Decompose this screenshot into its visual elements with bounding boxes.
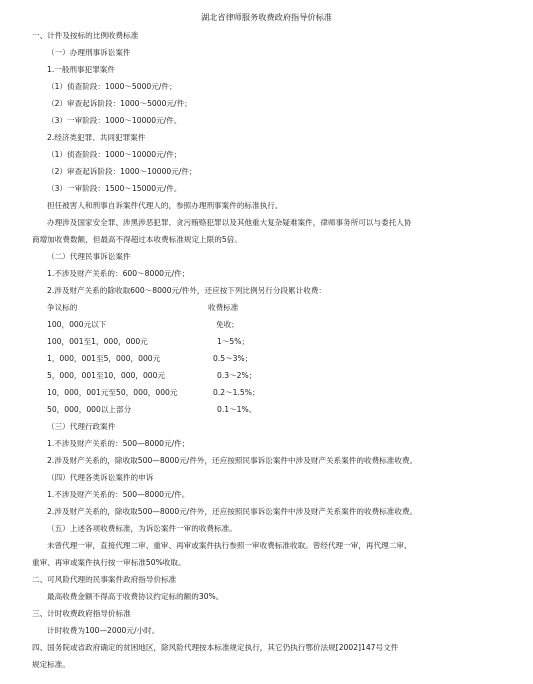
list-item: 1.不涉及财产关系的：500—8000元/件。 [47,490,190,499]
list-item: （1）侦查阶段：1000～5000元/件； [47,82,177,91]
table-cell-rate: 0.2～1.5%； [213,388,260,397]
section-heading: 一、计件及按标的比例收费标准 [32,31,139,40]
list-item: 1.不涉及财产关系的：600～8000元/件； [47,269,190,278]
list-item: （2）审查起诉阶段：1000～10000元/件； [47,167,197,176]
table-cell-subject: 100，001至1，000，000元 [47,337,148,346]
list-item: 2.涉及财产关系的，除收取500—8000元/件外，还应按照民事诉讼案件中涉及财产关系案件的收费标准收费。 [47,456,418,465]
table-header-rate: 收费标准 [208,303,239,312]
table-cell-rate: 1～5%； [217,337,250,346]
section-heading: 二、可风险代理的民事案件政府指导价标准 [32,575,177,584]
subsection-heading: （二）代理民事诉讼案件 [47,252,131,261]
paragraph: 商增加收费数额，但最高不得超过本收费标准规定上限的5倍。 [32,235,242,244]
table-cell-subject: 1，000，001至5，000，000元 [47,354,161,363]
table-cell-subject: 50，000，000以上部分 [47,405,132,414]
subsection-heading: （四）代理各类诉讼案件的申诉 [47,473,154,482]
subsection-heading: （一）办理刑事诉讼案件 [47,48,131,57]
table-cell-rate: 0.1～1%。 [217,405,257,414]
table-header-subject: 争议标的 [47,303,78,312]
list-item: （3）一审阶段：1000～10000元/件。 [47,116,182,125]
list-item: （1）侦查阶段：1000～10000元/件； [47,150,182,159]
paragraph: 计时收费为100—2000元/小时。 [47,626,160,635]
table-cell-rate: 0.5～3%； [213,354,253,363]
list-item: （3）一审阶段：1500～15000元/件。 [47,184,182,193]
section-heading: 四、国务院或省政府确定的贫困地区，除风险代理按本标准规定执行，其它仍执行鄂价法规[2002]147号文件 [32,643,399,652]
paragraph: 规定标准。 [32,660,70,669]
paragraph: 担任被害人和刑事自诉案件代理人的，参照办理刑事案件的标准执行。 [47,201,283,210]
paragraph: 重审、再审或案件执行按一审标准50%收取。 [32,558,186,567]
category-heading: 2.经济类犯罪、共同犯罪案件 [47,133,146,142]
table-cell-subject: 10，000，001元至50，000，000元 [47,388,178,397]
list-item: 2.涉及财产关系的，除收取500—8000元/件外，还应按照民事诉讼案件中涉及财产关系案件的收费标准收费。 [47,507,418,516]
list-item: （2）审查起诉阶段：1000～5000元/件； [47,99,192,108]
table-cell-rate: 免收； [216,320,239,329]
table-cell-subject: 5，000，001至10，000，000元 [47,371,166,380]
list-item: 2.涉及财产关系的除收取600～8000元/件外，还应按下列比例另行分段累计收费： [47,286,327,295]
list-item: 1.不涉及财产关系的：500—8000元/件； [47,439,190,448]
paragraph: 最高收费金额不得高于收费协议约定标的额的30%。 [47,592,224,601]
category-heading: 1.一般刑事犯罪案件 [47,65,115,74]
subsection-heading: （三）代理行政案件 [47,422,116,431]
section-heading: 三、计时收费政府指导价标准 [32,609,131,618]
table-cell-rate: 0.3～2%； [217,371,257,380]
paragraph: 未曾代理一审，直接代理二审、重审、再审或案件执行参照一审收费标准收取。曾经代理一审，再代理二审、 [47,541,412,550]
paragraph: 办理涉及国家安全罪、涉黑涉恶犯罪、贪污贿赂犯罪以及其他重大复杂疑难案件，律师事务所可以与委托人协 [47,218,412,227]
table-cell-subject: 100，000元以下 [47,320,107,329]
document-title: 湖北省律师服务收费政府指导价标准 [200,12,332,22]
subsection-heading: （五）上述各项收费标准，为诉讼案件一审的收费标准。 [47,524,237,533]
